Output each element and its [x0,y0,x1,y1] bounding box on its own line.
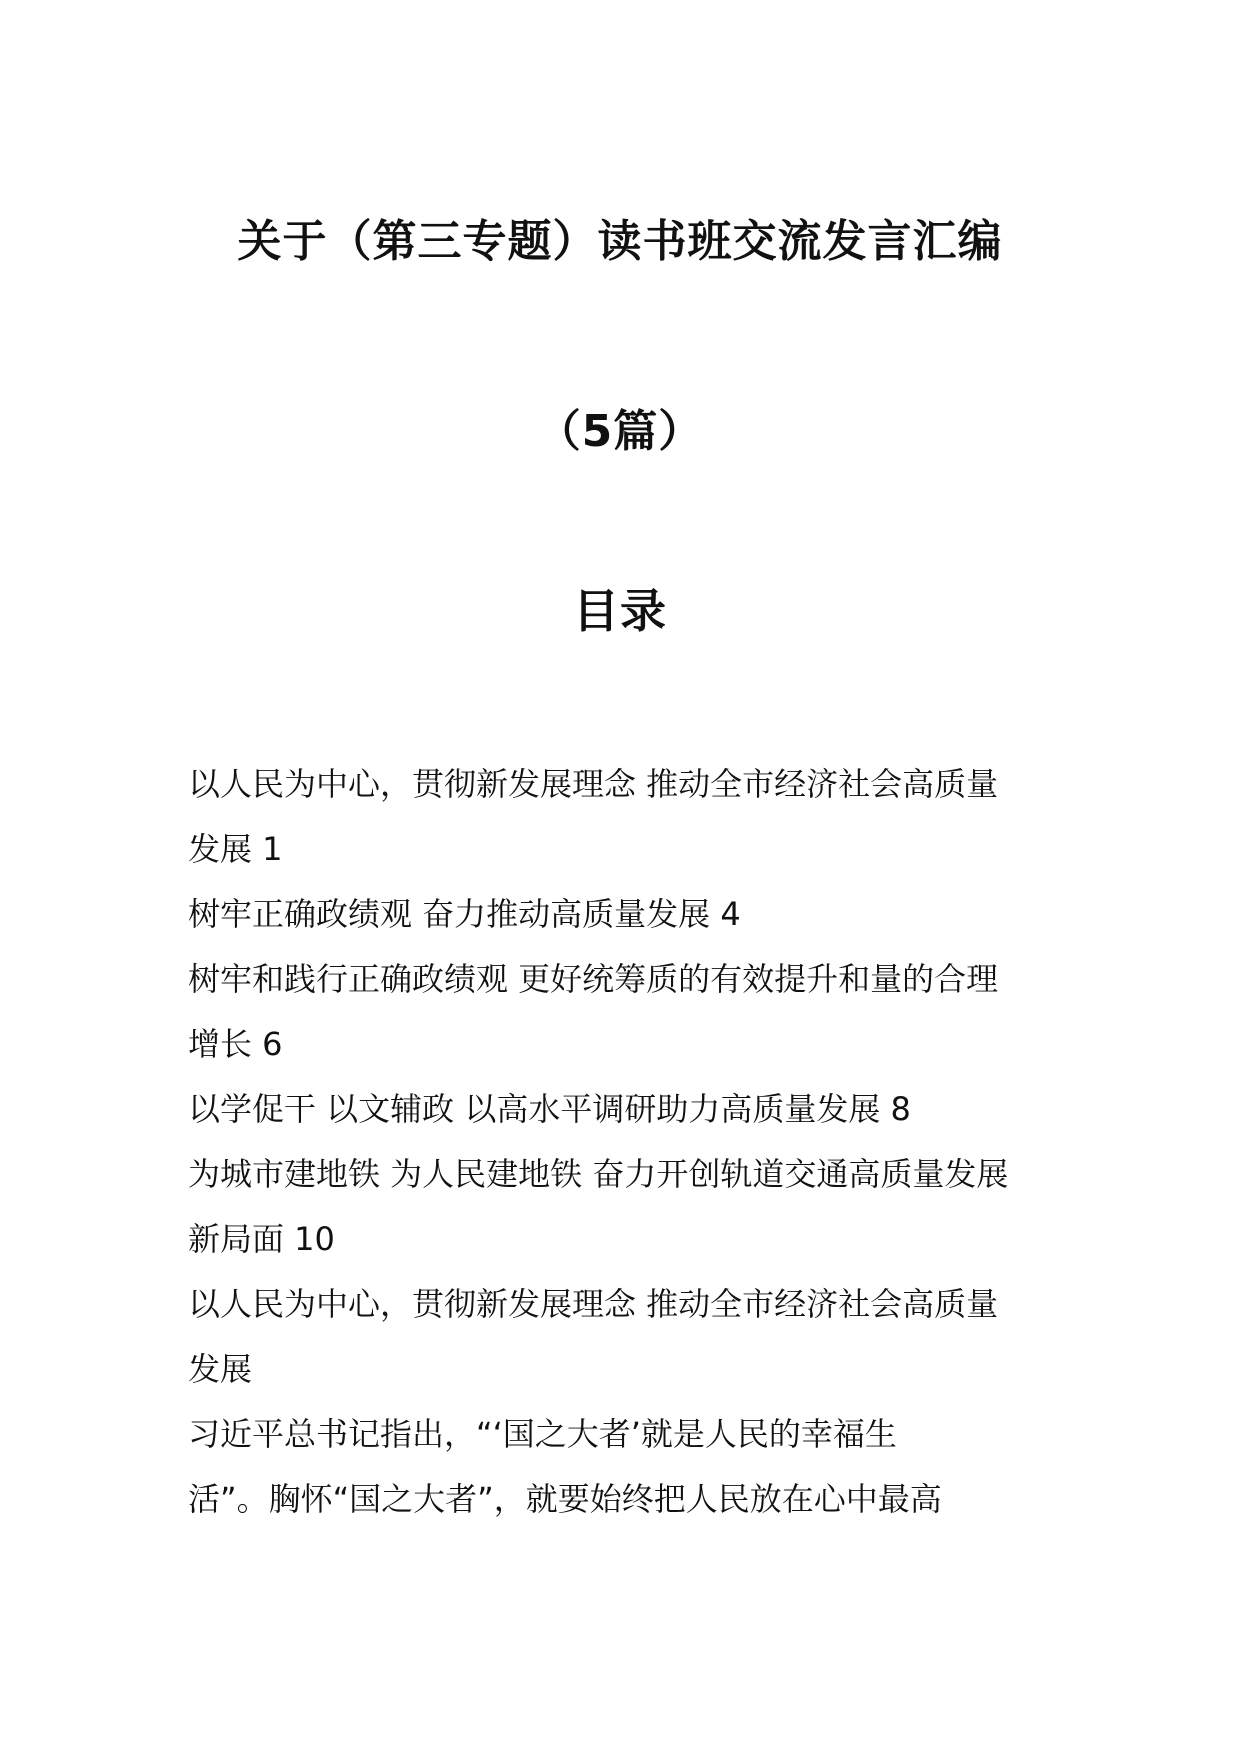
toc-entry[interactable] [188,752,1058,882]
toc-entry-line: 树牢和践行正确政绩观 更好统筹质的有效提升和量的合理 [188,960,999,998]
toc-entry-line: 以人民为中心，贯彻新发展理念 推动全市经济社会高质量 [188,765,999,803]
toc-entry[interactable] [188,882,1058,947]
toc-entry-line: 以学促干 以文辅政 以高水平调研助力高质量发展 8 [188,1090,911,1128]
article-heading [188,1272,1058,1402]
article-heading-line: 发展 [188,1350,253,1388]
toc-entry[interactable] [188,1142,1058,1272]
toc-entry-line: 树牢正确政绩观 奋力推动高质量发展 4 [188,895,741,933]
document-body [188,752,1058,1532]
toc-heading: 目录 [573,584,667,638]
toc-entry-line: 增长 6 [188,1025,283,1063]
toc-entry[interactable] [188,1077,1058,1142]
paragraph-line: 习近平总书记指出，“‘国之大者’就是人民的幸福生 [188,1415,897,1453]
document-title: 关于（第三专题）读书班交流发言汇编 [237,216,1003,267]
toc-entry-line: 为城市建地铁 为人民建地铁 奋力开创轨道交通高质量发展 [188,1155,1009,1193]
toc-entry-line: 发展 1 [188,830,283,868]
toc-entry-line: 新局面 10 [188,1220,335,1258]
article-heading-line: 以人民为中心，贯彻新发展理念 推动全市经济社会高质量 [188,1285,999,1323]
toc-entry[interactable] [188,947,1058,1077]
document-subtitle: （5篇） [536,406,704,457]
article-paragraph [188,1402,1058,1532]
paragraph-line: 活”。胸怀“国之大者”，就要始终把人民放在心中最高 [188,1480,942,1518]
